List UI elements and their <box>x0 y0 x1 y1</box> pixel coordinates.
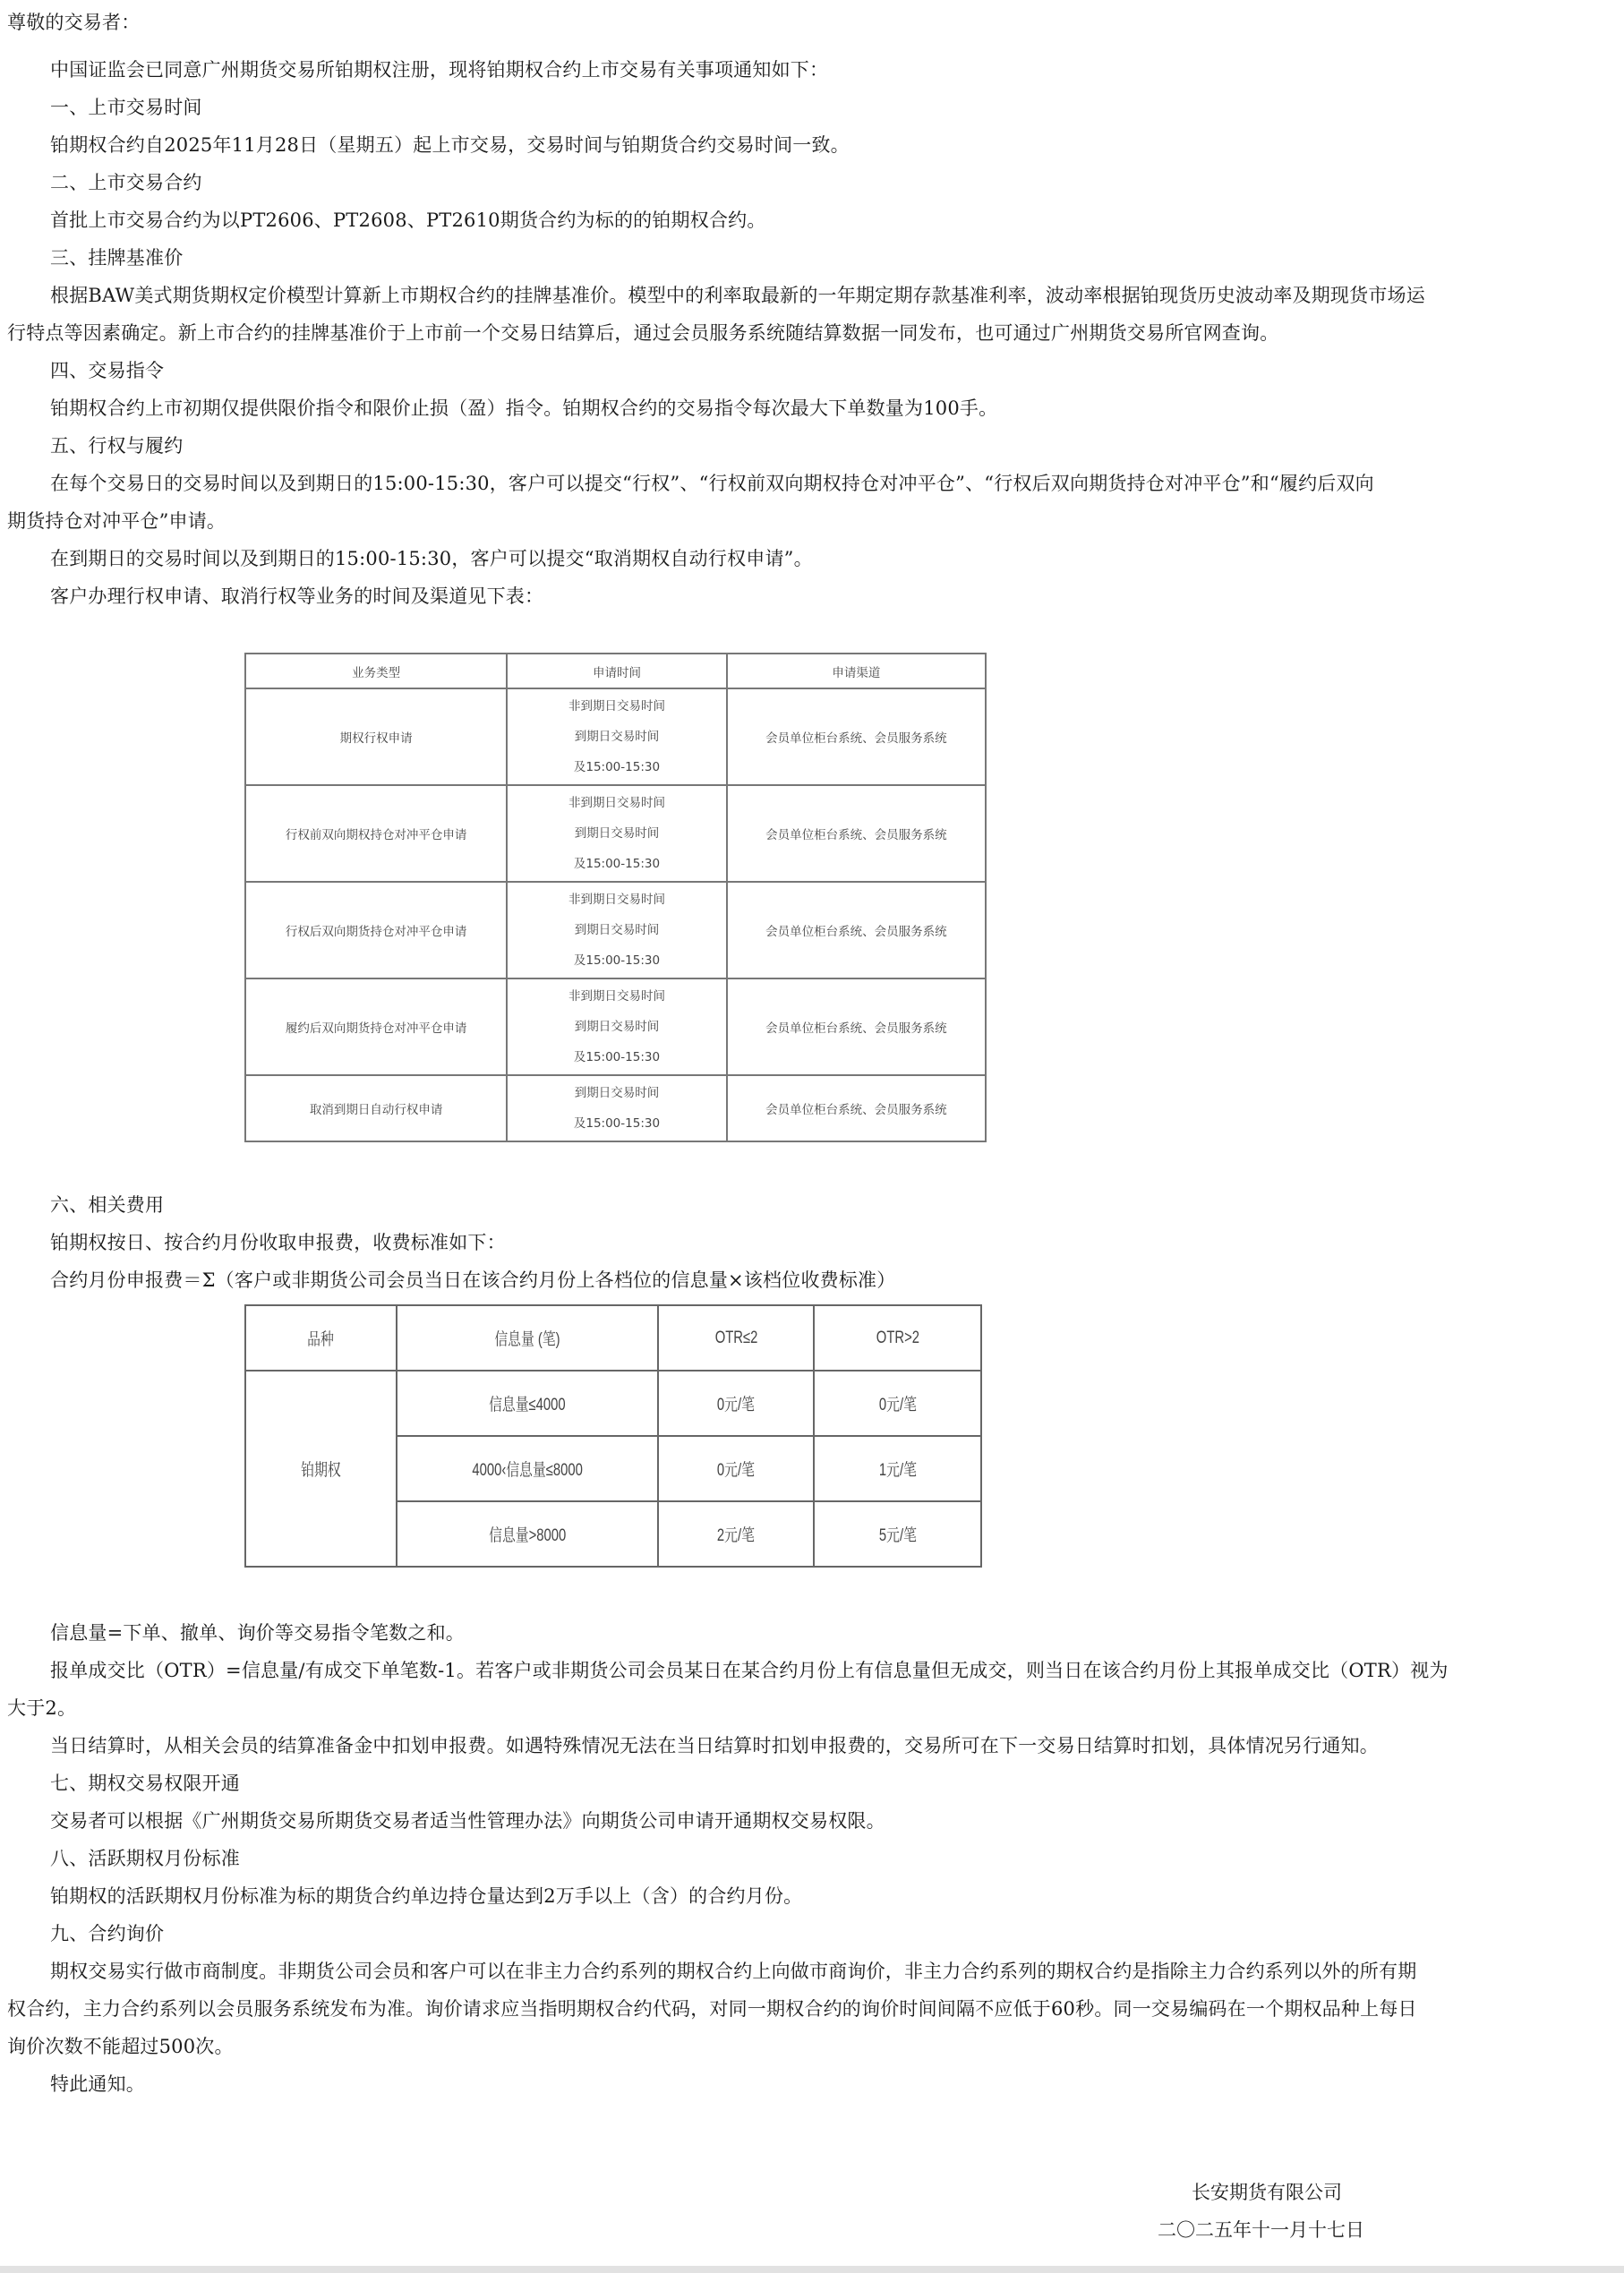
time-line: 及15:00-15:30 <box>573 1050 661 1064</box>
fee-otr-gt-2-cell <box>814 1436 981 1501</box>
header-otr-gt-2 <box>814 1305 981 1371</box>
time-line: 到期日交易时间 <box>574 730 660 744</box>
header-business-type: 业务类型 <box>245 654 507 688</box>
time-line: 及15:00-15:30 <box>573 1116 661 1131</box>
volume-tier-label: 信息量≤4000 <box>489 1396 566 1414</box>
table-header-row <box>245 1305 981 1371</box>
fee-value: 0元/笔 <box>717 1461 756 1480</box>
header-label: OTR>2 <box>876 1328 919 1347</box>
fee-otr-le-2-cell <box>658 1501 814 1567</box>
signature-date: 二〇二五年十一月十七日 <box>1158 2219 1364 2241</box>
time-line: 到期日交易时间 <box>574 1086 660 1100</box>
fee-note-message-volume: 信息量=下单、撤单、询价等交易指令笔数之和。 <box>50 1622 465 1644</box>
time-line: 非到期日交易时间 <box>568 893 665 907</box>
signature-company: 长安期货有限公司 <box>1192 2182 1342 2203</box>
header-label: 品种 <box>307 1330 335 1349</box>
greeting: 尊敬的交易者： <box>7 12 141 33</box>
volume-tier-cell <box>397 1436 659 1501</box>
business-type-cell: 行权后双向期货持仓对冲平仓申请 <box>245 882 507 978</box>
fee-value: 5元/笔 <box>878 1526 917 1545</box>
section-5-paragraph-line-2: 期货持仓对冲平仓”申请。 <box>7 510 227 532</box>
fee-otr-le-2-cell <box>658 1371 814 1436</box>
volume-tier-label: 4000‹信息量≤8000 <box>472 1461 583 1480</box>
product-label: 铂期权 <box>301 1461 341 1480</box>
section-5-table-intro: 客户办理行权申请、取消行权等业务的时间及渠道见下表： <box>50 585 544 607</box>
fee-value: 0元/笔 <box>878 1396 917 1414</box>
section-8-paragraph: 铂期权的活跃期权月份标准为标的期货合约单边持仓量达到2万手以上（含）的合约月份。 <box>50 1885 803 1907</box>
closing-remark: 特此通知。 <box>50 2073 145 2095</box>
fee-value: 0元/笔 <box>717 1396 756 1414</box>
product-cell <box>245 1371 397 1567</box>
application-channel-cell: 会员单位柜台系统、会员服务系统 <box>727 978 986 1075</box>
fee-value: 2元/笔 <box>717 1526 756 1545</box>
business-type-cell: 履约后双向期货持仓对冲平仓申请 <box>245 978 507 1075</box>
fee-otr-le-2-cell <box>658 1436 814 1501</box>
section-3-paragraph-line-1: 根据BAW美式期货期权定价模型计算新上市期权合约的挂牌基准价。模型中的利率取最新的一年期定期存款基准利率，波动率根据铂现货历史波动率及期现货市场运 <box>50 285 1425 306</box>
table-row <box>245 688 986 785</box>
table-row <box>245 785 986 882</box>
time-line: 到期日交易时间 <box>574 923 660 937</box>
header-label: OTR≤2 <box>714 1328 758 1347</box>
header-otr-le-2 <box>658 1305 814 1371</box>
section-9-paragraph-line-3: 询价次数不能超过500次。 <box>7 2036 234 2057</box>
section-4-paragraph: 铂期权合约上市初期仅提供限价指令和限价止损（盈）指令。铂期权合约的交易指令每次最大下单数量为100手。 <box>50 397 998 419</box>
section-heading-7: 七、期权交易权限开通 <box>50 1773 240 1794</box>
time-line: 及15:00-15:30 <box>573 857 661 871</box>
header-product <box>245 1305 397 1371</box>
application-channel-cell: 会员单位柜台系统、会员服务系统 <box>727 688 986 785</box>
header-message-volume <box>397 1305 659 1371</box>
time-line: 到期日交易时间 <box>574 1020 660 1034</box>
header-application-time: 申请时间 <box>507 654 726 688</box>
section-9-paragraph-line-1: 期权交易实行做市商制度。非期货公司会员和客户可以在非主力合约系列的期权合约上向做市商询价，非主力合约系列的期权合约是指除主力合约系列以外的所有期 <box>50 1961 1417 1982</box>
section-heading-6: 六、相关费用 <box>50 1194 165 1216</box>
time-line: 到期日交易时间 <box>574 826 660 841</box>
intro-paragraph: 中国证监会已同意广州期货交易所铂期权注册，现将铂期权合约上市交易有关事项通知如下： <box>50 59 829 81</box>
business-type-cell: 行权前双向期权持仓对冲平仓申请 <box>245 785 507 882</box>
fee-otr-gt-2-cell <box>814 1501 981 1567</box>
application-time-cell <box>507 978 726 1075</box>
bottom-scroll-area <box>0 2266 1624 2273</box>
fee-value: 1元/笔 <box>878 1461 917 1480</box>
time-line: 非到期日交易时间 <box>568 796 665 810</box>
exercise-application-table <box>244 653 987 1142</box>
business-type-cell: 取消到期日自动行权申请 <box>245 1075 507 1141</box>
time-line: 非到期日交易时间 <box>568 989 665 1004</box>
application-channel-cell: 会员单位柜台系统、会员服务系统 <box>727 882 986 978</box>
section-5-paragraph-2: 在到期日的交易时间以及到期日的15:00-15:30，客户可以提交“取消期权自动行权申请”。 <box>50 548 813 569</box>
section-2-paragraph: 首批上市交易合约为以PT2606、PT2608、PT2610期货合约为标的的铂期权合约。 <box>50 209 766 231</box>
application-channel-cell: 会员单位柜台系统、会员服务系统 <box>727 1075 986 1141</box>
time-line: 及15:00-15:30 <box>573 760 661 774</box>
section-heading-3: 三、挂牌基准价 <box>50 247 184 269</box>
volume-tier-cell <box>397 1371 659 1436</box>
time-line: 非到期日交易时间 <box>568 699 665 714</box>
section-heading-1: 一、上市交易时间 <box>50 97 202 118</box>
header-application-channel: 申请渠道 <box>727 654 986 688</box>
fee-otr-gt-2-cell <box>814 1371 981 1436</box>
header-label: 信息量 (笔) <box>494 1330 560 1349</box>
section-9-paragraph-line-2: 权合约，主力合约系列以会员服务系统发布为准。询价请求应当指明期权合约代码，对同一期权合约的询价时间间隔不应低于60秒。同一交易编码在一个期权品种上每日 <box>7 1998 1417 2020</box>
fee-note-otr-line-1: 报单成交比（OTR）=信息量/有成交下单笔数-1。若客户或非期货公司会员某日在某合约月份上有信息量但无成交，则当日在该合约月份上其报单成交比（OTR）视为 <box>50 1660 1449 1681</box>
volume-tier-label: 信息量>8000 <box>489 1526 567 1545</box>
fee-note-otr-line-2: 大于2。 <box>7 1697 77 1719</box>
section-heading-9: 九、合约询价 <box>50 1923 165 1944</box>
section-heading-4: 四、交易指令 <box>50 360 165 381</box>
application-time-cell <box>507 688 726 785</box>
section-7-paragraph: 交易者可以根据《广州期货交易所期货交易者适当性管理办法》向期货公司申请开通期权交易权限。 <box>50 1810 885 1832</box>
application-channel-cell: 会员单位柜台系统、会员服务系统 <box>727 785 986 882</box>
section-heading-5: 五、行权与履约 <box>50 435 184 457</box>
section-6-paragraph: 铂期权按日、按合约月份收取申报费，收费标准如下： <box>50 1232 506 1253</box>
section-heading-8: 八、活跃期权月份标准 <box>50 1848 240 1869</box>
table-row <box>245 882 986 978</box>
section-5-paragraph-line-1: 在每个交易日的交易时间以及到期日的15:00-15:30，客户可以提交“行权”、“行权前双向期权持仓对冲平仓”、“行权后双向期货持仓对冲平仓”和“履约后双向 <box>50 473 1374 494</box>
fee-standard-table <box>244 1304 982 1568</box>
section-1-paragraph: 铂期权合约自2025年11月28日（星期五）起上市交易，交易时间与铂期货合约交易时间一致。 <box>50 134 850 156</box>
table-row <box>245 978 986 1075</box>
fee-note-settlement: 当日结算时，从相关会员的结算准备金中扣划申报费。如遇特殊情况无法在当日结算时扣划申报费的，交易所可在下一交易日结算时扣划，具体情况另行通知。 <box>50 1735 1379 1756</box>
section-3-paragraph-line-2: 行特点等因素确定。新上市合约的挂牌基准价于上市前一个交易日结算后，通过会员服务系统随结算数据一同发布，也可通过广州期货交易所官网查询。 <box>7 322 1279 344</box>
table-header-row <box>245 654 986 688</box>
section-heading-2: 二、上市交易合约 <box>50 172 202 193</box>
volume-tier-cell <box>397 1501 659 1567</box>
application-time-cell <box>507 785 726 882</box>
fee-formula: 合约月份申报费＝Σ（客户或非期货公司会员当日在该合约月份上各档位的信息量×该档位收费标准） <box>50 1269 896 1291</box>
table-row <box>245 1075 986 1141</box>
time-line: 及15:00-15:30 <box>573 953 661 968</box>
business-type-cell: 期权行权申请 <box>245 688 507 785</box>
table-row <box>245 1371 981 1436</box>
application-time-cell <box>507 1075 726 1141</box>
application-time-cell <box>507 882 726 978</box>
